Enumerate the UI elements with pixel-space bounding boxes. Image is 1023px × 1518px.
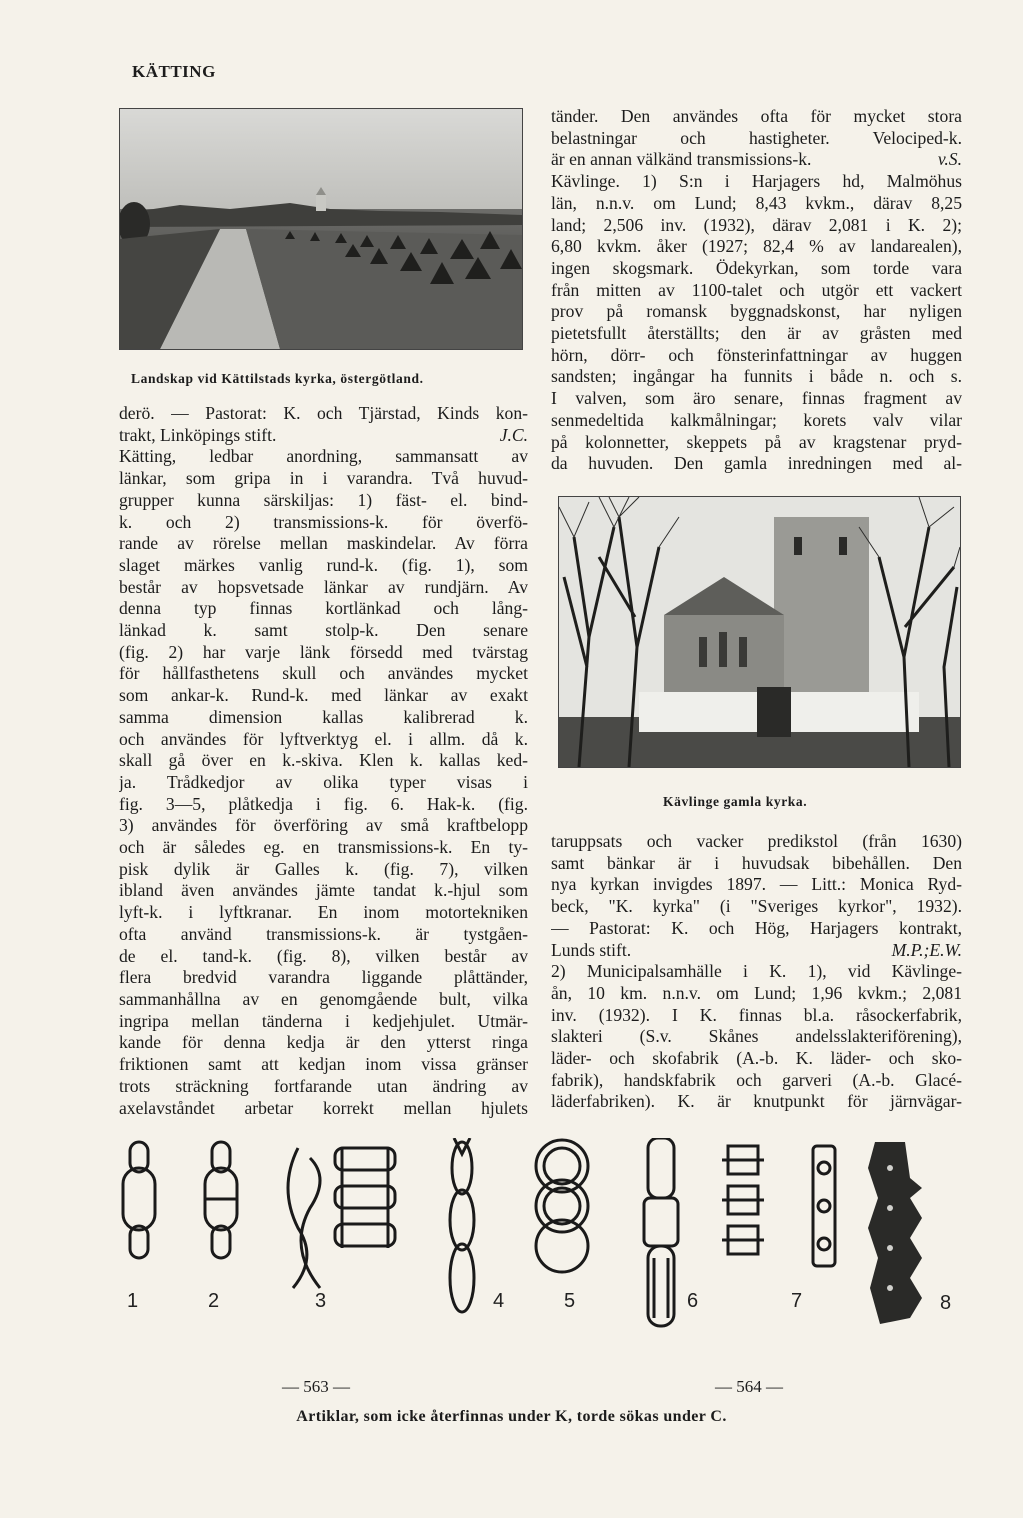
text-line: lyft-k. i lyftkranar. En inom motortekniken [119, 902, 528, 923]
chain-hook-illustration [288, 1148, 395, 1288]
text-line: friktionen samt att kedjan inom vissa gränser [119, 1054, 528, 1075]
figure-number-5: 5 [564, 1290, 576, 1312]
text-line: slaget märkes vanlig rund-k. (fig. 1), som [119, 554, 528, 575]
text-line: pietetsfullt återställts; den är av gråsten med [551, 323, 962, 344]
author-signature: M.P.;E.W. [891, 939, 962, 960]
text-line: skall gå över en k.-skiva. Klen k. kallas ked- [119, 750, 528, 771]
text-line: hörn, dörr- och fönsterinfattningar av huggen [551, 344, 962, 365]
chain-stud-illustration [205, 1142, 237, 1258]
figure-number-2: 2 [208, 1290, 220, 1312]
text-line: på kolonnetter, skeppets på av kragstenar pryd- [551, 431, 962, 452]
landscape-photo-image [120, 109, 522, 349]
text-line: 6,80 kvkm. åker (1927; 82,4 % av landarealen), [551, 236, 962, 257]
text-line: axelavståndet arbetar korrekt mellan hjulets [119, 1097, 528, 1118]
figure-caption-landscape: Landskap vid Kättilstads kyrka, östergötland. [131, 371, 424, 386]
text-line [551, 940, 962, 962]
text-line: — Pastorat: K. och Hög, Harjagers kontrakt, [551, 917, 962, 938]
church-photo-image [559, 497, 960, 767]
church-photo [558, 496, 961, 768]
text-line: senmedeltida kalkmålningar; korets valv vilar [551, 409, 962, 430]
page-number-right: — 564 — [715, 1377, 783, 1396]
text-line [551, 149, 962, 171]
text-line: län, n.n.v. om Lund; 8,43 kvkm., därav 8,25 [551, 192, 962, 213]
text-line: prov på romansk byggnadskonst, har nyligen [551, 301, 962, 322]
text-line: (fig. 2) har varje länk försedd med tvärstag [119, 641, 528, 662]
text-line: och är således eg. en transmissions-k. En ty- [119, 837, 528, 858]
text-line: samma dimension kallas kalibrerad k. [119, 706, 528, 727]
text-line: ingen skogsmark. Ödekyrkan, som torde vara [551, 257, 962, 278]
text-line: fig. 3—5, plåtkedja i fig. 6. Hak-k. (fig. [119, 793, 528, 814]
article-start-katting: Kätting, ledbar anordning, sammansatt av [119, 446, 528, 467]
text-line: länkad k. samt stolp-k. Den senare [119, 620, 528, 641]
chain-round-illustration [123, 1142, 155, 1258]
page-number-left: — 563 — [282, 1377, 350, 1396]
figure-number-1: 1 [127, 1290, 139, 1312]
text-line: kande för denna kedja är den ytterst ringa [119, 1032, 528, 1053]
author-signature: J.C. [499, 424, 528, 445]
text-line: grupper kunna särskiljas: 1) fäst- el. bind- [119, 489, 528, 510]
text-line-content: är en annan välkänd transmissions-k. [551, 149, 812, 170]
footer-note: Artiklar, som icke återfinnas under K, torde sökas under C. [296, 1408, 727, 1425]
chain-types-figure [110, 1138, 950, 1338]
text-line: sammanhållna av en genomgående bult, vilka [119, 988, 528, 1009]
text-line: sandsten; ingångar ha funnits i både n. och s. [551, 366, 962, 387]
text-line: trots sträckning fortfarande utan ändring av [119, 1075, 528, 1096]
text-line: samt bänkar är i huvudsak bibehållen. Den [551, 852, 962, 873]
text-line: som ankar-k. Rund-k. med länkar av exakt [119, 685, 528, 706]
left-column-text [119, 403, 528, 1119]
figure-number-6: 6 [687, 1290, 699, 1312]
text-line: slakteri (S.v. Skånes andelsslakteriförening), [551, 1026, 962, 1047]
text-line: fabrik), handskfabrik och garveri (A.-b. Glacé- [551, 1069, 962, 1090]
text-line: ibland även användes jämte tandat k.-hjul som [119, 880, 528, 901]
text-line: 2) Municipalsamhälle i K. 1), vid Kävlinge- [551, 961, 962, 982]
chain-ring-illustration [536, 1140, 588, 1272]
figure-number-7: 7 [791, 1290, 803, 1312]
text-line-content: Lunds stift. [551, 939, 632, 960]
article-start-kavlinge: Kävlinge. 1) S:n i Harjagers hd, Malmöhus [551, 171, 962, 192]
text-line: I valven, som äro senare, finnas fragment av [551, 388, 962, 409]
text-line: k. och 2) transmissions-k. för överfö- [119, 511, 528, 532]
text-line: pisk dylik är Galles k. (fig. 7), vilken [119, 858, 528, 879]
figure-number-8: 8 [940, 1292, 952, 1314]
text-line: länkar, som gripa in i varandra. Två huvud- [119, 468, 528, 489]
text-line: inv. (1932). I K. finnas bl.a. råsockerfabrik, [551, 1004, 962, 1025]
right-column-top-text [551, 106, 962, 475]
chain-illustrations [110, 1138, 950, 1338]
chain-silent-illustration [868, 1142, 922, 1324]
chain-plate-illustration [644, 1138, 678, 1326]
text-line: består av hopsvetsade länkar av rundjärn. Av [119, 576, 528, 597]
text-line: tänder. Den användes ofta för mycket stora [551, 106, 962, 126]
text-line: ja. Trådkedjor av olika typer visas i [119, 771, 528, 792]
figure-number-4: 4 [493, 1290, 505, 1312]
text-line: denna typ finnas kortlänkad och lång- [119, 598, 528, 619]
text-line [119, 425, 528, 447]
figure-caption-church: Kävlinge gamla kyrka. [663, 794, 808, 809]
landscape-photo [119, 108, 523, 350]
right-column-bottom-text [551, 831, 962, 1113]
chain-wire-illustration [450, 1138, 474, 1312]
text-line-content: trakt, Linköpings stift. [119, 424, 277, 445]
text-line: läderfabriken). K. är knutpunkt för järnvägar- [551, 1091, 962, 1112]
text-line: och användes för lyftverktyg el. i allm. då k. [119, 728, 528, 749]
text-line: från mitten av 1100-talet och utgör ett vackert [551, 279, 962, 300]
text-line: flera bredvid varandra liggande plåttänder, [119, 967, 528, 988]
text-line: 3) användes för överföring av små kraftbelopp [119, 815, 528, 836]
text-line: för hållfasthetens skull och användes mycket [119, 663, 528, 684]
text-line: läder- och skofabrik (A.-b. K. läder- och sko- [551, 1048, 962, 1069]
text-line: de el. tand-k. (fig. 8), vilken består av [119, 945, 528, 966]
text-line: ån, 10 km. n.n.v. om Lund; 1,96 kvkm.; 2,081 [551, 982, 962, 1003]
text-line: nya kyrkan invigdes 1897. — Litt.: Monica Ryd- [551, 874, 962, 895]
text-line: ofta använd transmissions-k. är tystgåen- [119, 923, 528, 944]
text-line: belastningar och hastigheter. Velociped-k. [551, 127, 962, 148]
running-header: KÄTTING [132, 62, 216, 81]
text-line: ingripa mellan tänderna i kedjehjulet. Utmär- [119, 1010, 528, 1031]
text-line: land; 2,506 inv. (1932), därav 2,081 i K. 2); [551, 214, 962, 235]
chain-galle-illustration [722, 1146, 835, 1266]
figure-number-3: 3 [315, 1290, 327, 1312]
text-line: beck, "K. kyrka" (i "Sveriges kyrkor", 1932). [551, 896, 962, 917]
text-line: rande av rörelse mellan maskindelar. Av förra [119, 533, 528, 554]
text-line: taruppsats och vacker predikstol (från 1630) [551, 831, 962, 851]
text-line: da huvuden. Den gamla inredningen med al- [551, 453, 962, 474]
text-line: derö. — Pastorat: K. och Tjärstad, Kinds kon- [119, 403, 528, 423]
author-signature: v.S. [937, 149, 962, 170]
